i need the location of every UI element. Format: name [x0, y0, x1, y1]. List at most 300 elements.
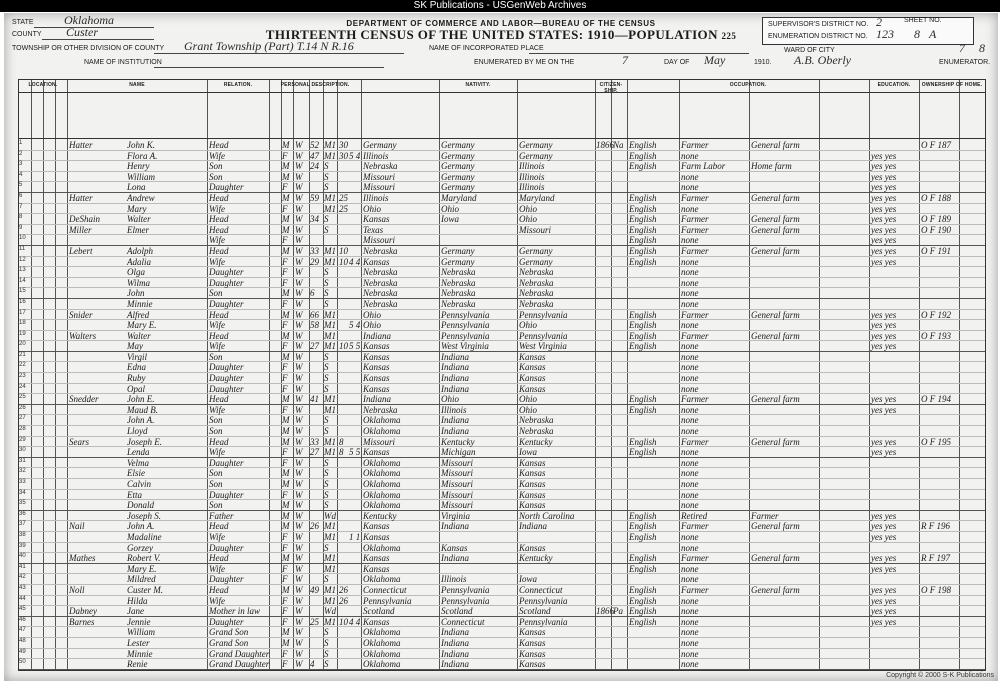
cell-race: W [295, 140, 303, 150]
enumeration-day: 7 [622, 53, 628, 67]
cell-ln: 33 [19, 479, 26, 485]
cell-rel: Wife [209, 341, 225, 352]
state-value: Oklahoma [64, 13, 114, 27]
cell-rel: Wife [209, 150, 225, 161]
table-row [19, 490, 985, 501]
cell-ln: 43 [19, 584, 26, 591]
township-label: TOWNSHIP OR OTHER DIVISION OF COUNTY [12, 45, 165, 52]
cell-trade: none [681, 256, 699, 267]
cell-trade: none [681, 298, 699, 309]
cell-ed: yes yes [871, 436, 897, 447]
cell-sex: M [282, 510, 290, 521]
cell-ed: yes yes [871, 595, 897, 606]
cell-bp: Oklahoma [363, 489, 401, 500]
cell-ln: 17 [19, 309, 26, 316]
cell-race: W [295, 426, 303, 437]
cell-age: 33 [310, 436, 319, 447]
table-row [19, 659, 985, 670]
cell-ms: M1 [324, 330, 336, 341]
cell-ind: General farm [751, 584, 800, 595]
cell-race: W [295, 553, 303, 564]
cell-mbp: Missouri [519, 224, 552, 235]
cell-fbp: Pennsylvania [441, 320, 490, 331]
table-row [19, 341, 985, 352]
cell-sex: F [282, 616, 288, 627]
cell-rel: Daughter [209, 574, 244, 585]
cell-race: W [295, 182, 303, 193]
cell-sex: M [282, 140, 290, 150]
cell-race: W [295, 584, 303, 595]
cell-ms: M1 [324, 404, 336, 415]
cell-trade: none [681, 404, 699, 415]
cell-given: Wilma [127, 277, 151, 288]
cell-trade: none [681, 627, 699, 638]
cell-surname: Barnes [69, 616, 95, 627]
cell-ln: 23 [19, 373, 26, 380]
cell-given: Lona [127, 182, 146, 193]
cell-ed: yes yes [871, 616, 897, 627]
cell-rel: Son [209, 288, 223, 299]
cell-fbp: Indiana [441, 373, 469, 384]
cell-mbp: Ohio [519, 203, 537, 214]
cell-fbp: Germany [441, 245, 475, 256]
cell-mbp: Kentucky [519, 553, 553, 564]
cell-bp: Ohio [363, 309, 381, 320]
cell-surname: Lebert [69, 245, 93, 256]
cell-bp: Kansas [363, 553, 390, 564]
cell-ms: M1 [324, 245, 336, 256]
county-label: COUNTY [12, 31, 42, 38]
cell-bp: Oklahoma [363, 426, 401, 437]
cell-own: O F 190 [921, 224, 951, 235]
table-row [19, 299, 985, 310]
cell-given: Jane [127, 606, 144, 617]
cell-mbp: Germany [519, 140, 553, 150]
cell-mbp: Germany [519, 245, 553, 256]
cell-ln: 6 [19, 192, 23, 199]
cell-yrs: 8 [339, 436, 344, 447]
cell-race: W [295, 288, 303, 299]
cell-bp: Illinois [363, 192, 389, 203]
cell-age: 26 [310, 521, 319, 532]
cell-rel: Daughter [209, 362, 244, 373]
cell-fbp: Indiana [441, 415, 469, 426]
cell-fbp: Germany [441, 171, 475, 182]
cell-ms: M1 [324, 192, 336, 203]
table-row [19, 373, 985, 384]
cell-bp: Scotland [363, 606, 395, 617]
cell-lang: English [629, 150, 657, 161]
cell-ms: M1 [324, 563, 336, 574]
cell-race: W [295, 415, 303, 426]
cell-ed: yes yes [871, 203, 897, 214]
cell-race: W [295, 394, 303, 405]
cell-ms: S [324, 489, 329, 500]
cell-rel: Wife [209, 320, 225, 331]
cell-ln: 30 [19, 447, 26, 454]
cell-ch: 5 5 [349, 341, 361, 352]
ward-label: WARD OF CITY [784, 47, 835, 54]
census-table [18, 79, 986, 671]
cell-ln: 39 [19, 542, 26, 549]
cell-rel: Daughter [209, 267, 244, 278]
table-row [19, 235, 985, 246]
cell-age: 34 [310, 214, 319, 225]
cell-bp: Kansas [363, 351, 390, 362]
cell-bp: Oklahoma [363, 468, 401, 479]
cell-mbp: Nebraska [519, 415, 554, 426]
cell-ms: M1 [324, 394, 336, 405]
cell-ms: S [324, 182, 329, 193]
cell-ed: yes yes [871, 256, 897, 267]
cell-fbp: Germany [441, 140, 475, 150]
cell-trade: none [681, 574, 699, 585]
cell-ms: S [324, 351, 329, 362]
cell-bp: Texas [363, 224, 384, 235]
cell-rel: Grand Son [209, 627, 249, 638]
cell-ind: General farm [751, 224, 800, 235]
cell-ln: 31 [19, 457, 26, 464]
cell-sex: F [282, 298, 288, 309]
cell-surname: Miller [69, 224, 92, 235]
cell-sex: M [282, 415, 290, 426]
cell-ln: 34 [19, 489, 26, 496]
cell-ed: yes yes [871, 245, 897, 256]
cell-mbp: Kansas [519, 637, 546, 648]
table-row [19, 511, 985, 522]
cell-ind: General farm [751, 394, 800, 405]
cell-trade: none [681, 637, 699, 648]
cell-sex: M [282, 584, 290, 595]
group-ownership: OWNERSHIP OF HOME. [921, 82, 983, 88]
cell-nat: Pa [613, 606, 623, 617]
cell-age: 66 [310, 309, 319, 320]
cell-mbp: Ohio [519, 404, 537, 415]
table-row [19, 172, 985, 183]
cell-ms: S [324, 637, 329, 648]
cell-fbp: Connecticut [441, 616, 485, 627]
cell-bp: Ohio [363, 320, 381, 331]
cell-rel: Head [209, 214, 229, 225]
cell-trade: none [681, 500, 699, 511]
cell-given: Flora A. [127, 150, 158, 161]
cell-sex: M [282, 288, 290, 299]
cell-sex: M [282, 521, 290, 532]
cell-race: W [295, 404, 303, 415]
cell-ed: yes yes [871, 341, 897, 352]
cell-given: Minnie [127, 648, 153, 659]
cell-lang: English [629, 510, 657, 521]
cell-rel: Wife [209, 404, 225, 415]
cell-bp: Nebraska [363, 245, 398, 256]
table-row [19, 543, 985, 554]
cell-bp: Oklahoma [363, 542, 401, 553]
cell-bp: Nebraska [363, 277, 398, 288]
cell-fbp: Missouri [441, 489, 474, 500]
table-row [19, 437, 985, 448]
cell-rel: Wife [209, 595, 225, 606]
cell-fbp: Indiana [441, 362, 469, 373]
cell-ln: 21 [19, 351, 26, 358]
cell-fbp: Virginia [441, 510, 470, 521]
table-row [19, 267, 985, 278]
cell-fbp: Germany [441, 150, 475, 161]
cell-fbp: Indiana [441, 637, 469, 648]
cell-ind: General farm [751, 330, 800, 341]
cell-age: 33 [310, 245, 319, 256]
cell-ms: S [324, 214, 329, 225]
cell-trade: none [681, 648, 699, 659]
supervisor-district-label: SUPERVISOR'S DISTRICT NO. [768, 21, 869, 28]
cell-sex: F [282, 659, 288, 670]
cell-lang: English [629, 394, 657, 405]
cell-lang: English [629, 330, 657, 341]
cell-ms: S [324, 383, 329, 394]
cell-yrs: 25 [339, 203, 348, 214]
cell-trade: none [681, 616, 699, 627]
cell-rel: Son [209, 351, 223, 362]
cell-ms: S [324, 542, 329, 553]
cell-bp: Illinois [363, 150, 389, 161]
cell-mbp: Connecticut [519, 584, 563, 595]
cell-race: W [295, 479, 303, 489]
cell-age: 41 [310, 394, 319, 405]
cell-ln: 4 [19, 171, 23, 178]
cell-own: O F 191 [921, 245, 951, 256]
cell-given: Ruby [127, 373, 146, 384]
cell-mbp: Pennsylvania [519, 330, 568, 341]
cell-fbp: Iowa [441, 214, 459, 225]
cell-fbp: Indiana [441, 426, 469, 437]
cell-given: Opal [127, 383, 145, 394]
cell-race: W [295, 616, 303, 627]
cell-bp: Kentucky [363, 510, 397, 521]
cell-fbp: Ohio [441, 203, 459, 214]
cell-race: W [295, 203, 303, 214]
cell-fbp: Missouri [441, 500, 474, 511]
table-row [19, 320, 985, 331]
table-row [19, 585, 985, 596]
group-occupation: OCCUPATION. [729, 82, 767, 88]
cell-given: Renie [127, 659, 148, 670]
cell-trade: Farmer [681, 245, 709, 256]
cell-lang: English [629, 553, 657, 564]
cell-ed: yes yes [871, 171, 897, 182]
cell-ln: 14 [19, 277, 26, 284]
cell-given: Walter [127, 214, 151, 225]
cell-bp: Oklahoma [363, 500, 401, 511]
cell-ms: M1 [324, 436, 336, 447]
cell-ln: 2 [19, 150, 23, 157]
cell-given: Adolph [127, 245, 153, 256]
cell-trade: none [681, 595, 699, 606]
cell-trade: Farm Labor [681, 161, 726, 172]
cell-bp: Oklahoma [363, 479, 401, 489]
cell-rel: Head [209, 394, 229, 405]
cell-ln: 47 [19, 627, 26, 634]
cell-given: Custer M. [127, 584, 163, 595]
table-row [19, 214, 985, 225]
cell-trade: none [681, 182, 699, 193]
cell-ed: yes yes [871, 531, 897, 542]
cell-given: Joseph S. [127, 510, 161, 521]
cell-given: Mary E. [127, 563, 157, 574]
cell-rel: Son [209, 479, 223, 489]
table-row [19, 225, 985, 236]
cell-trade: none [681, 277, 699, 288]
cell-fbp: Kentucky [441, 436, 475, 447]
cell-lang: English [629, 595, 657, 606]
state-label: STATE [12, 19, 34, 26]
cell-bp: Kansas [363, 256, 390, 267]
cell-given: Virgil [127, 351, 147, 362]
table-row [19, 447, 985, 458]
cell-trade: none [681, 373, 699, 384]
cell-sex: F [282, 574, 288, 585]
table-row [19, 500, 985, 511]
cell-ln: 49 [19, 648, 26, 655]
cell-race: W [295, 171, 303, 182]
cell-bp: Kansas [363, 341, 390, 352]
cell-race: W [295, 351, 303, 362]
table-row [19, 310, 985, 321]
cell-trade: none [681, 606, 699, 617]
cell-lang: English [629, 521, 657, 532]
cell-sex: M [282, 192, 290, 203]
cell-bp: Nebraska [363, 404, 398, 415]
table-row [19, 553, 985, 564]
cell-ch: 4 4 [349, 256, 361, 267]
cell-surname: Dabney [69, 606, 97, 617]
cell-ln: 24 [19, 383, 26, 390]
cell-trade: none [681, 531, 699, 542]
cell-trade: Farmer [681, 436, 709, 447]
cell-given: Hilda [127, 595, 148, 606]
cell-fbp: Nebraska [441, 298, 476, 309]
cell-given: May [127, 341, 143, 352]
cell-given: Mary [127, 203, 147, 214]
cell-ed: yes yes [871, 192, 897, 203]
cell-trade: Retired [681, 510, 708, 521]
census-rows [19, 140, 985, 670]
cell-race: W [295, 500, 303, 511]
cell-ln: 40 [19, 553, 26, 560]
cell-ln: 44 [19, 595, 26, 602]
cell-bp: Oklahoma [363, 659, 401, 670]
cell-sex: F [282, 595, 288, 606]
cell-age: 6 [310, 288, 315, 299]
cell-given: Alfred [127, 309, 150, 320]
cell-age: 4 [310, 659, 315, 670]
cell-mbp: Pennsylvania [519, 595, 568, 606]
cell-trade: Farmer [681, 330, 709, 341]
cell-fbp: West Virginia [441, 341, 489, 352]
cell-ln: 32 [19, 468, 26, 475]
table-row [19, 627, 985, 638]
cell-age: 27 [310, 447, 319, 458]
table-row [19, 140, 985, 151]
cell-sex: F [282, 235, 288, 246]
cell-ln: 3 [19, 161, 23, 168]
table-row [19, 479, 985, 490]
cell-surname: DeShain [69, 214, 100, 225]
cell-race: W [295, 659, 303, 670]
cell-ln: 41 [19, 563, 26, 570]
cell-bp: Nebraska [363, 298, 398, 309]
cell-ln: 46 [19, 616, 26, 623]
cell-race: W [295, 235, 303, 246]
cell-trade: none [681, 203, 699, 214]
cell-ln: 15 [19, 288, 26, 295]
cell-ind: General farm [751, 192, 800, 203]
cell-ed: yes yes [871, 404, 897, 415]
cell-bp: Oklahoma [363, 648, 401, 659]
cell-trade: none [681, 235, 699, 246]
cell-bp: Kansas [363, 616, 390, 627]
cell-race: W [295, 489, 303, 500]
cell-yrs: 10 [339, 245, 348, 256]
cell-trade: Farmer [681, 214, 709, 225]
sheet-side: A [929, 27, 937, 41]
cell-ln: 20 [19, 341, 26, 348]
cell-bp: Oklahoma [363, 415, 401, 426]
cell-mbp: Nebraska [519, 277, 554, 288]
cell-ln: 36 [19, 510, 26, 517]
cell-given: Velma [127, 457, 149, 468]
cell-mbp: Kansas [519, 489, 546, 500]
cell-bp: Oklahoma [363, 637, 401, 648]
cell-race: W [295, 563, 303, 574]
cell-rel: Son [209, 426, 223, 437]
cell-rel: Son [209, 161, 223, 172]
enumeration-month: May [704, 53, 726, 67]
cell-fbp: Missouri [441, 457, 474, 468]
table-row [19, 384, 985, 395]
cell-fbp: Pennsylvania [441, 584, 490, 595]
cell-rel: Son [209, 415, 223, 426]
cell-bp: Kansas [363, 447, 390, 458]
cell-sex: F [282, 563, 288, 574]
cell-trade: none [681, 447, 699, 458]
cell-lang: English [629, 256, 657, 267]
cell-race: W [295, 383, 303, 394]
cell-rel: Head [209, 245, 229, 256]
cell-fbp: Germany [441, 182, 475, 193]
cell-mbp: Kansas [519, 373, 546, 384]
table-row [19, 521, 985, 532]
cell-ch: 5 4 [349, 150, 361, 161]
cell-trade: none [681, 542, 699, 553]
cell-trade: none [681, 288, 699, 299]
cell-age: 49 [310, 584, 319, 595]
cell-rel: Wife [209, 256, 225, 267]
cell-own: O F 194 [921, 394, 951, 405]
cell-sex: F [282, 362, 288, 373]
cell-rel: Head [209, 140, 229, 150]
cell-ed: yes yes [871, 584, 897, 595]
cell-mbp: Pennsylvania [519, 616, 568, 627]
cell-fbp: Nebraska [441, 267, 476, 278]
cell-ms: M1 [324, 309, 336, 320]
cell-sex: F [282, 383, 288, 394]
cell-ln: 7 [19, 203, 23, 210]
cell-trade: none [681, 457, 699, 468]
cell-ln: 1 [19, 140, 23, 146]
cell-ind: General farm [751, 214, 800, 225]
cell-rel: Mother in law [209, 606, 260, 617]
cell-ms: M1 [324, 140, 336, 150]
cell-age: 47 [310, 150, 319, 161]
